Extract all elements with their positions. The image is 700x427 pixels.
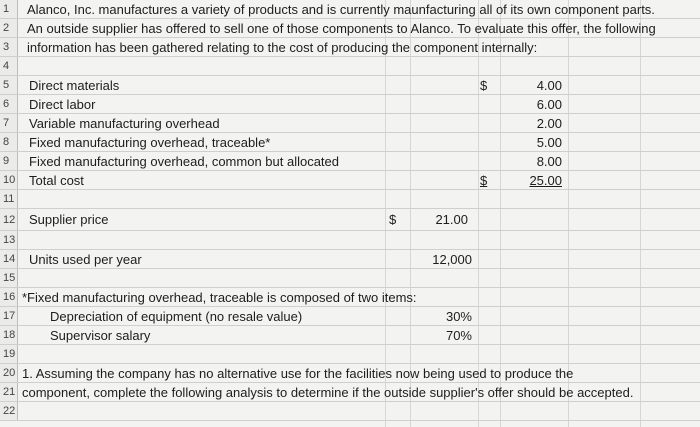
sheet-row[interactable] — [0, 152, 700, 171]
row-number: 13 — [0, 231, 18, 249]
row-number: 8 — [0, 133, 18, 151]
units-label-cell[interactable]: Units used per year — [29, 252, 142, 267]
row-number: 22 — [0, 402, 18, 420]
row-number: 4 — [0, 57, 18, 75]
row-number: 17 — [0, 307, 18, 325]
cost-label-cell[interactable]: Fixed manufacturing overhead, common but allocated — [29, 154, 340, 169]
footnote-item-percent-cell[interactable]: 70% — [445, 328, 472, 343]
cost-label-cell[interactable]: Fixed manufacturing overhead, traceable* — [29, 135, 271, 150]
sheet-row[interactable] — [0, 307, 700, 326]
row-number: 6 — [0, 95, 18, 113]
total-cost-label-cell[interactable]: Total cost — [29, 173, 84, 188]
supplier-price-label-cell[interactable]: Supplier price — [29, 212, 109, 227]
sheet-row[interactable] — [0, 326, 700, 345]
row-number: 5 — [0, 76, 18, 94]
row-number: 9 — [0, 152, 18, 170]
row-number: 21 — [0, 383, 18, 401]
sheet-row[interactable] — [0, 76, 700, 95]
row-number: 1 — [0, 0, 18, 18]
footnote-item-percent-cell[interactable]: 30% — [445, 309, 472, 324]
sheet-row[interactable] — [0, 171, 700, 190]
row-number: 20 — [0, 364, 18, 382]
row-number: 7 — [0, 114, 18, 132]
sheet-row[interactable] — [0, 288, 700, 307]
row-number: 14 — [0, 250, 18, 268]
dollar-sign-cell[interactable]: $ — [389, 212, 397, 227]
cost-label-cell[interactable]: Direct labor — [29, 97, 96, 112]
cost-value-cell[interactable]: 5.00 — [536, 135, 562, 150]
supplier-price-value-cell[interactable]: 21.00 — [435, 212, 468, 227]
sheet-row[interactable] — [0, 57, 700, 76]
row-number: 12 — [0, 209, 18, 230]
sheet-row[interactable] — [0, 269, 700, 288]
total-cost-value-cell[interactable]: 25.00 — [529, 173, 562, 188]
sheet-row[interactable] — [0, 19, 700, 38]
row-number: 11 — [0, 190, 18, 208]
dollar-sign-cell[interactable]: $ — [480, 78, 488, 93]
sheet-row[interactable] — [0, 133, 700, 152]
row-number: 18 — [0, 326, 18, 344]
question-text-cell[interactable]: component, complete the following analysis to determine if the outside supplier's offer should be accepted. — [22, 385, 634, 400]
sheet-row[interactable] — [0, 38, 700, 57]
dollar-sign-cell[interactable]: $ — [480, 173, 488, 188]
intro-text-cell[interactable]: information has been gathered relating to the cost of producing the component internally: — [27, 40, 538, 55]
sheet-row[interactable] — [0, 95, 700, 114]
row-number: 15 — [0, 269, 18, 287]
sheet-row[interactable] — [0, 402, 700, 421]
sheet-row[interactable] — [0, 209, 700, 231]
units-value-cell[interactable]: 12,000 — [432, 252, 472, 267]
cost-value-cell[interactable]: 4.00 — [536, 78, 562, 93]
question-text-cell[interactable]: 1. Assuming the company has no alternative use for the facilities now being used to produce the — [22, 366, 574, 381]
sheet-row[interactable] — [0, 345, 700, 364]
row-number: 16 — [0, 288, 18, 306]
cost-label-cell[interactable]: Direct materials — [29, 78, 120, 93]
sheet-row[interactable] — [0, 364, 700, 383]
intro-text-cell[interactable]: Alanco, Inc. manufactures a variety of products and is currently maunfacturing all of its own component parts. — [27, 2, 655, 17]
sheet-row[interactable] — [0, 383, 700, 402]
sheet-row[interactable] — [0, 0, 700, 19]
cost-value-cell[interactable]: 8.00 — [536, 154, 562, 169]
footnote-text-cell[interactable]: *Fixed manufacturing overhead, traceable is composed of two items: — [22, 290, 417, 305]
row-number: 10 — [0, 171, 18, 189]
cost-value-cell[interactable]: 6.00 — [536, 97, 562, 112]
intro-text-cell[interactable]: An outside supplier has offered to sell one of those components to Alanco. To evaluate this offer, the following — [27, 21, 656, 36]
footnote-item-label-cell[interactable]: Supervisor salary — [50, 328, 151, 343]
row-number: 3 — [0, 38, 18, 56]
cost-value-cell[interactable]: 2.00 — [536, 116, 562, 131]
sheet-row[interactable] — [0, 250, 700, 269]
sheet-row[interactable] — [0, 114, 700, 133]
sheet-row[interactable] — [0, 231, 700, 250]
sheet-row[interactable] — [0, 190, 700, 209]
cost-label-cell[interactable]: Variable manufacturing overhead — [29, 116, 220, 131]
row-number: 2 — [0, 19, 18, 37]
footnote-item-label-cell[interactable]: Depreciation of equipment (no resale value) — [50, 309, 303, 324]
row-number: 19 — [0, 345, 18, 363]
